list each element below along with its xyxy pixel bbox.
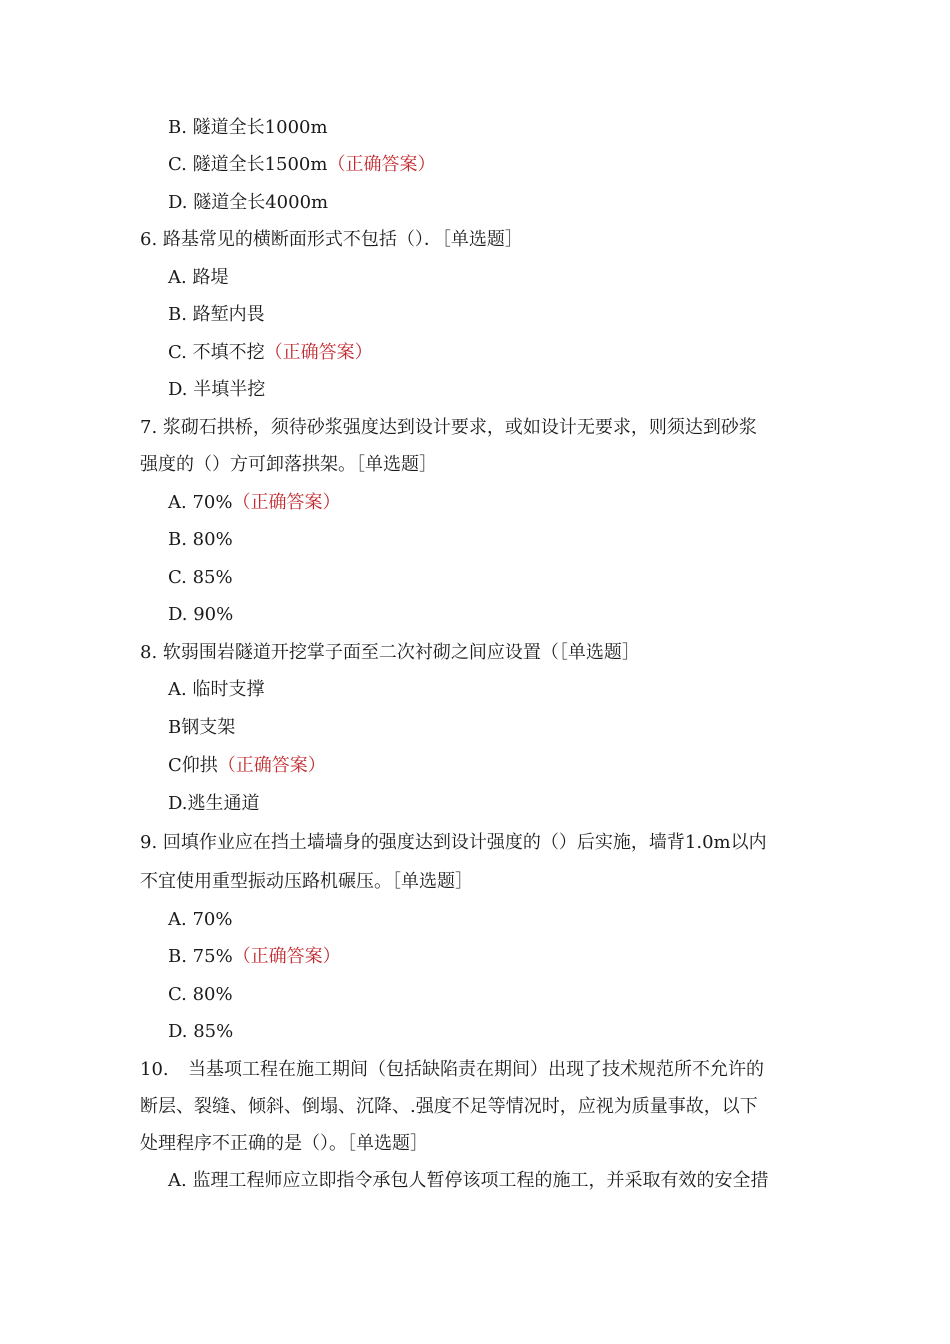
q9-option-c: C. 80% [168, 984, 233, 1005]
correct-answer-mark: （正确答案） [232, 946, 341, 967]
q8-stem: 8. 软弱围岩隧道开挖掌子面至二次衬砌之间应设置（［单选题］ [140, 642, 640, 663]
q5-option-c: C. 隧道全长1500m（正确答案） [168, 154, 436, 175]
q10-number: 10. [140, 1059, 169, 1080]
q9-option-b: B. 75%（正确答案） [168, 946, 341, 967]
q9-option-a: A. 70% [168, 909, 233, 930]
q9-stem-line-2: 不宜使用重型振动压路机碾压。［单选题］ [140, 871, 473, 892]
q7-stem-line-1: 7. 浆砌石拱桥，须待砂浆强度达到设计要求，或如设计无要求，则须达到砂浆 [140, 417, 757, 438]
q7-option-c: C. 85% [168, 567, 233, 588]
q10-stem-line-3: 处理程序不正确的是（）。［单选题］ [140, 1133, 428, 1154]
q6-option-b: B. 路堑内畏 [168, 304, 265, 325]
correct-answer-mark: （正确答案） [327, 154, 436, 175]
q5-option-b: B. 隧道全长1000m [168, 117, 328, 138]
q6-option-a: A. 路堤 [168, 267, 229, 288]
correct-answer-mark: （正确答案） [232, 492, 341, 513]
q6-option-d: D. 半填半挖 [168, 379, 266, 400]
q10-stem-line-2: 断层、裂缝、倾斜、倒塌、沉降、.强度不足等情况时，应视为质量事故，以下 [140, 1096, 758, 1117]
q5-option-d: D. 隧道全长4000m [168, 192, 329, 213]
q9-option-d: D. 85% [168, 1021, 234, 1042]
q7-option-d: D. 90% [168, 604, 234, 625]
q9-stem-line-1: 9. 回填作业应在挡土墙墙身的强度达到设计强度的（）后实施，墙背1.0m以内 [140, 832, 767, 853]
q7-stem-line-2: 强度的（）方可卸落拱架。［单选题］ [140, 454, 437, 475]
q8-option-a: A. 临时支撑 [168, 679, 265, 700]
q7-option-b: B. 80% [168, 529, 233, 550]
q8-option-c: C仰拱（正确答案） [168, 755, 326, 776]
q7-option-a: A. 70%（正确答案） [168, 492, 341, 513]
correct-answer-mark: （正确答案） [264, 342, 373, 363]
q10-stem-line-1: 10. 当基项工程在施工期间（包括缺陷责在期间）出现了技术规范所不允许的 [0, 1056, 950, 1084]
q10-option-a: A. 监理工程师应立即指令承包人暂停该项工程的施工，并采取有效的安全措 [168, 1170, 769, 1191]
q6-stem: 6. 路基常见的横断面形式不包括（）．［单选题］ [140, 229, 523, 250]
correct-answer-mark: （正确答案） [217, 755, 326, 776]
q8-option-b: B钢支架 [168, 717, 236, 738]
q6-option-c: C. 不填不挖（正确答案） [168, 342, 373, 363]
q8-option-d: D.逃生通道 [168, 793, 260, 814]
